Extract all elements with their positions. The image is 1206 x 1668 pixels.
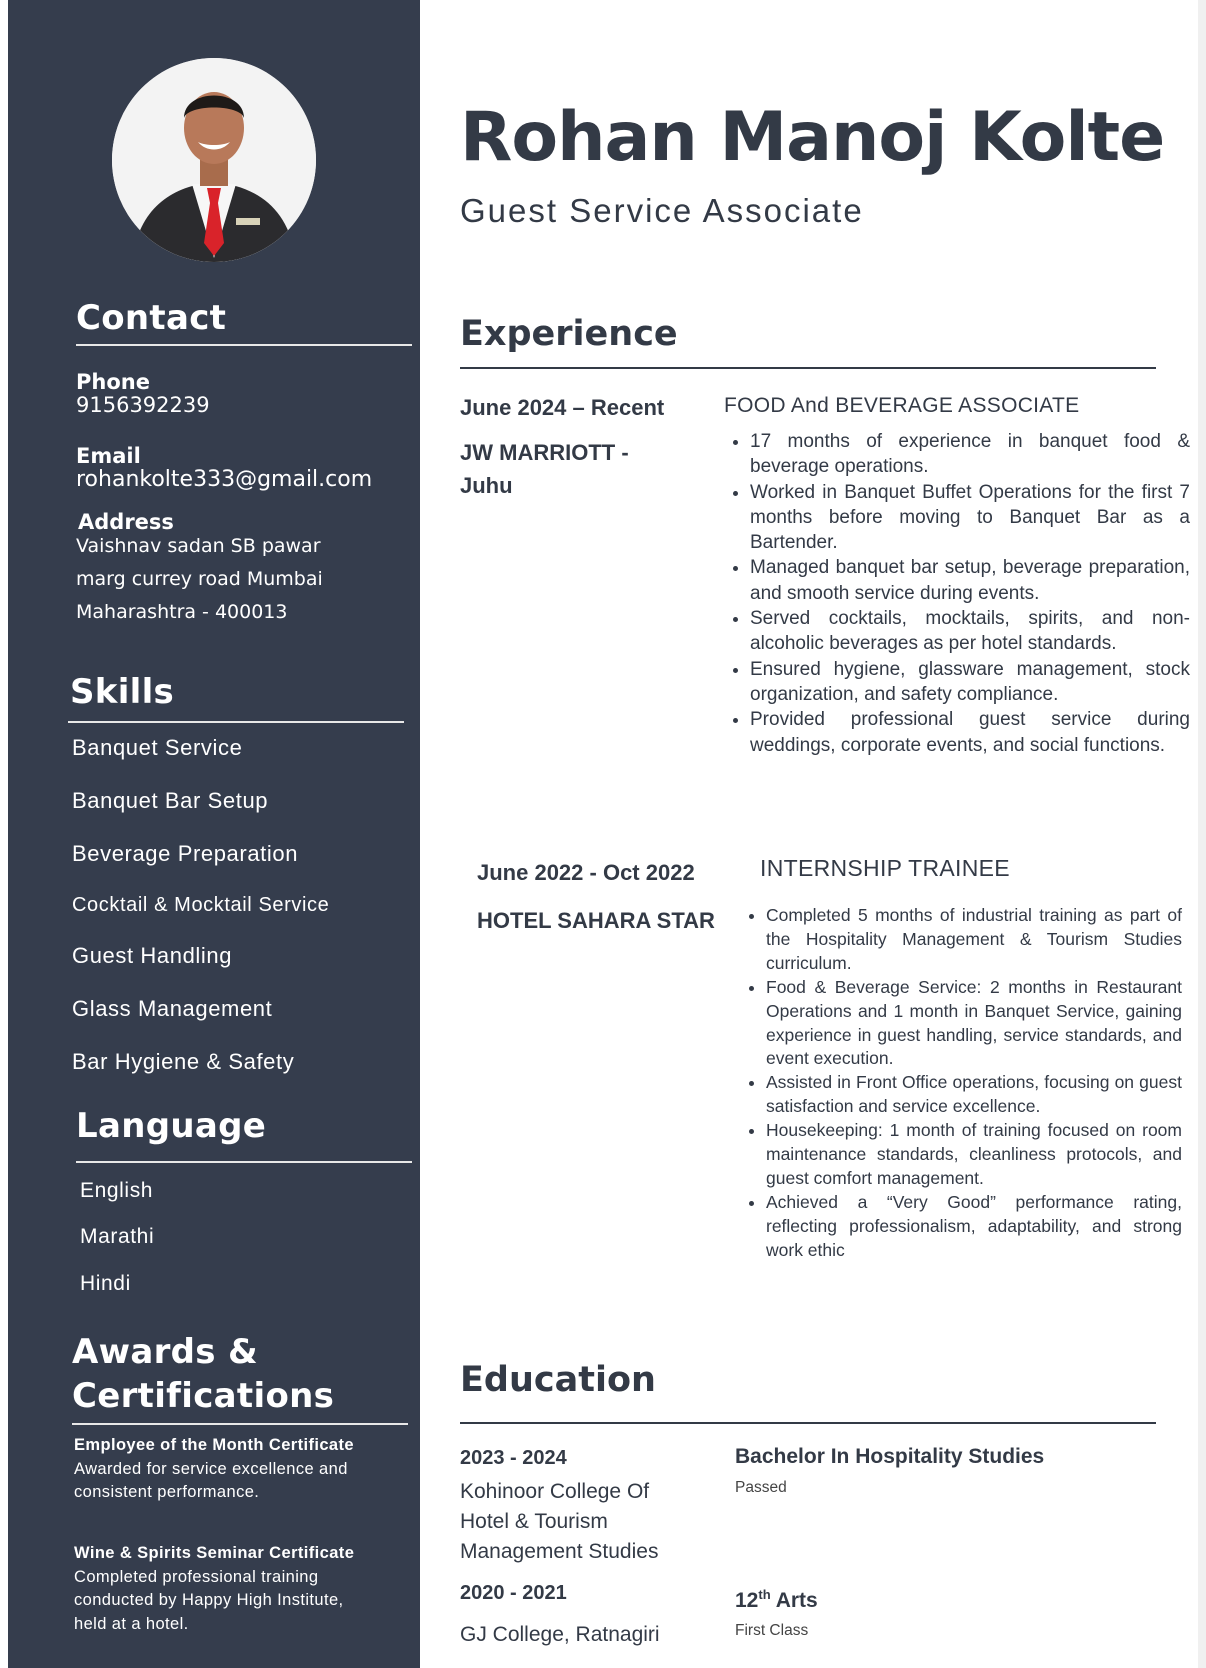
- education-heading: Education: [460, 1360, 656, 1400]
- address-line: marg currey road Mumbai: [76, 568, 323, 590]
- list-item: • Worked in Banquet Buffet Operations for the first 7 months before moving to Banquet Bar as a Bartender.: [750, 480, 1190, 556]
- awards-heading-line: Certifications: [72, 1376, 335, 1416]
- contact-divider: [76, 344, 412, 346]
- skill-item: Guest Handling: [72, 943, 233, 968]
- experience-divider: [460, 367, 1156, 369]
- address-line: Vaishnav sadan SB pawar: [76, 535, 321, 557]
- list-item: • Completed 5 months of industrial training as part of the Hospitality Management & Tourism Studies curriculum.: [766, 904, 1182, 976]
- candidate-name: Rohan Manoj Kolte: [460, 98, 1165, 177]
- address-value: [76, 530, 396, 629]
- profile-photo-icon: [112, 58, 316, 262]
- award-title: Wine & Spirits Seminar Certificate: [74, 1544, 355, 1562]
- avatar: [112, 58, 316, 262]
- job-title: FOOD And BEVERAGE ASSOCIATE: [724, 394, 1080, 417]
- list-item: • Served cocktails, mocktails, spirits, and non-alcoholic beverages as per hotel standards.: [750, 606, 1190, 657]
- address-label: Address: [78, 510, 174, 534]
- candidate-role: Guest Service Associate: [460, 192, 864, 229]
- award-title: Employee of the Month Certificate: [74, 1436, 354, 1454]
- language-heading: Language: [76, 1106, 267, 1146]
- page-edge: [1198, 0, 1206, 1668]
- phone-label: Phone: [76, 370, 150, 394]
- awards-heading: [72, 1330, 334, 1418]
- skills-heading: Skills: [70, 672, 175, 712]
- address-line: Maharashtra - 400013: [76, 601, 288, 623]
- edu-status: First Class: [735, 1622, 809, 1639]
- skill-item: Beverage Preparation: [72, 841, 299, 866]
- edu-degree: Bachelor In Hospitality Studies: [735, 1445, 1045, 1468]
- skill-item: Banquet Service: [72, 735, 243, 760]
- phone-value: 9156392239: [76, 393, 210, 417]
- list-item: • 17 months of experience in banquet food & beverage operations.: [750, 429, 1190, 480]
- skill-item: Banquet Bar Setup: [72, 788, 269, 813]
- language-item: Hindi: [80, 1272, 131, 1295]
- skill-item: Bar Hygiene & Safety: [72, 1049, 295, 1074]
- job-bullets: [724, 429, 1190, 758]
- awards-heading-line: Awards &: [72, 1332, 258, 1372]
- email-label: Email: [76, 444, 141, 468]
- email-value: rohankolte333@gmail.com: [76, 467, 373, 492]
- language-item: Marathi: [80, 1225, 155, 1248]
- list-item: • Food & Beverage Service: 2 months in Restaurant Operations and 1 month in Banquet Service, gaining experience in guest handling, service standards, and event execution.: [766, 976, 1182, 1072]
- skills-divider: [68, 721, 404, 723]
- skill-item: Glass Management: [72, 996, 273, 1021]
- list-item: • Achieved a “Very Good” performance rating, reflecting professionalism, adaptability, and strong work ethic: [766, 1191, 1182, 1263]
- experience-heading: Experience: [460, 314, 678, 354]
- award-item: [74, 1434, 374, 1505]
- edu-school: GJ College, Ratnagiri: [460, 1623, 660, 1646]
- list-item: • Housekeeping: 1 month of training focused on room maintenance standards, cleanliness protocols, and guest comfort management.: [766, 1119, 1182, 1191]
- edu-degree: [735, 1587, 818, 1613]
- edu-status: Passed: [735, 1479, 787, 1496]
- edu-degree-rest: Arts: [770, 1589, 818, 1612]
- job-bullets: [740, 904, 1182, 1263]
- edu-degree-main: 12: [735, 1589, 759, 1612]
- edu-years: 2020 - 2021: [460, 1582, 567, 1604]
- job-dates: June 2024 – Recent: [460, 395, 665, 420]
- job-title: INTERNSHIP TRAINEE: [760, 855, 1010, 881]
- skill-item: Cocktail & Mocktail Service: [72, 894, 330, 916]
- list-item: • Managed banquet bar setup, beverage preparation, and smooth service during events.: [750, 555, 1190, 606]
- contact-heading: Contact: [76, 298, 227, 338]
- list-item: • Assisted in Front Office operations, focusing on guest satisfaction and service excellence.: [766, 1071, 1182, 1119]
- education-divider: [460, 1422, 1156, 1424]
- award-desc: Completed professional training conducted by Happy High Institute, held at a hotel.: [74, 1567, 344, 1633]
- language-item: English: [80, 1179, 154, 1202]
- job-org: JW MARRIOTT - Juhu: [460, 440, 629, 498]
- job-dates: June 2022 - Oct 2022: [477, 860, 695, 885]
- award-desc: Awarded for service excellence and consistent performance.: [74, 1459, 348, 1501]
- edu-years: 2023 - 2024: [460, 1447, 567, 1469]
- edu-school: Kohinoor College Of Hotel & Tourism Management Studies: [460, 1480, 659, 1563]
- edu-degree-sup: th: [758, 1587, 771, 1602]
- award-item: [74, 1542, 374, 1636]
- job-org: HOTEL SAHARA STAR: [477, 908, 715, 933]
- language-divider: [76, 1161, 412, 1163]
- sidebar: [8, 0, 420, 1668]
- list-item: • Ensured hygiene, glassware management, stock organization, and safety compliance.: [750, 657, 1190, 708]
- list-item: • Provided professional guest service during weddings, corporate events, and social functions.: [750, 707, 1190, 758]
- awards-divider: [72, 1423, 408, 1425]
